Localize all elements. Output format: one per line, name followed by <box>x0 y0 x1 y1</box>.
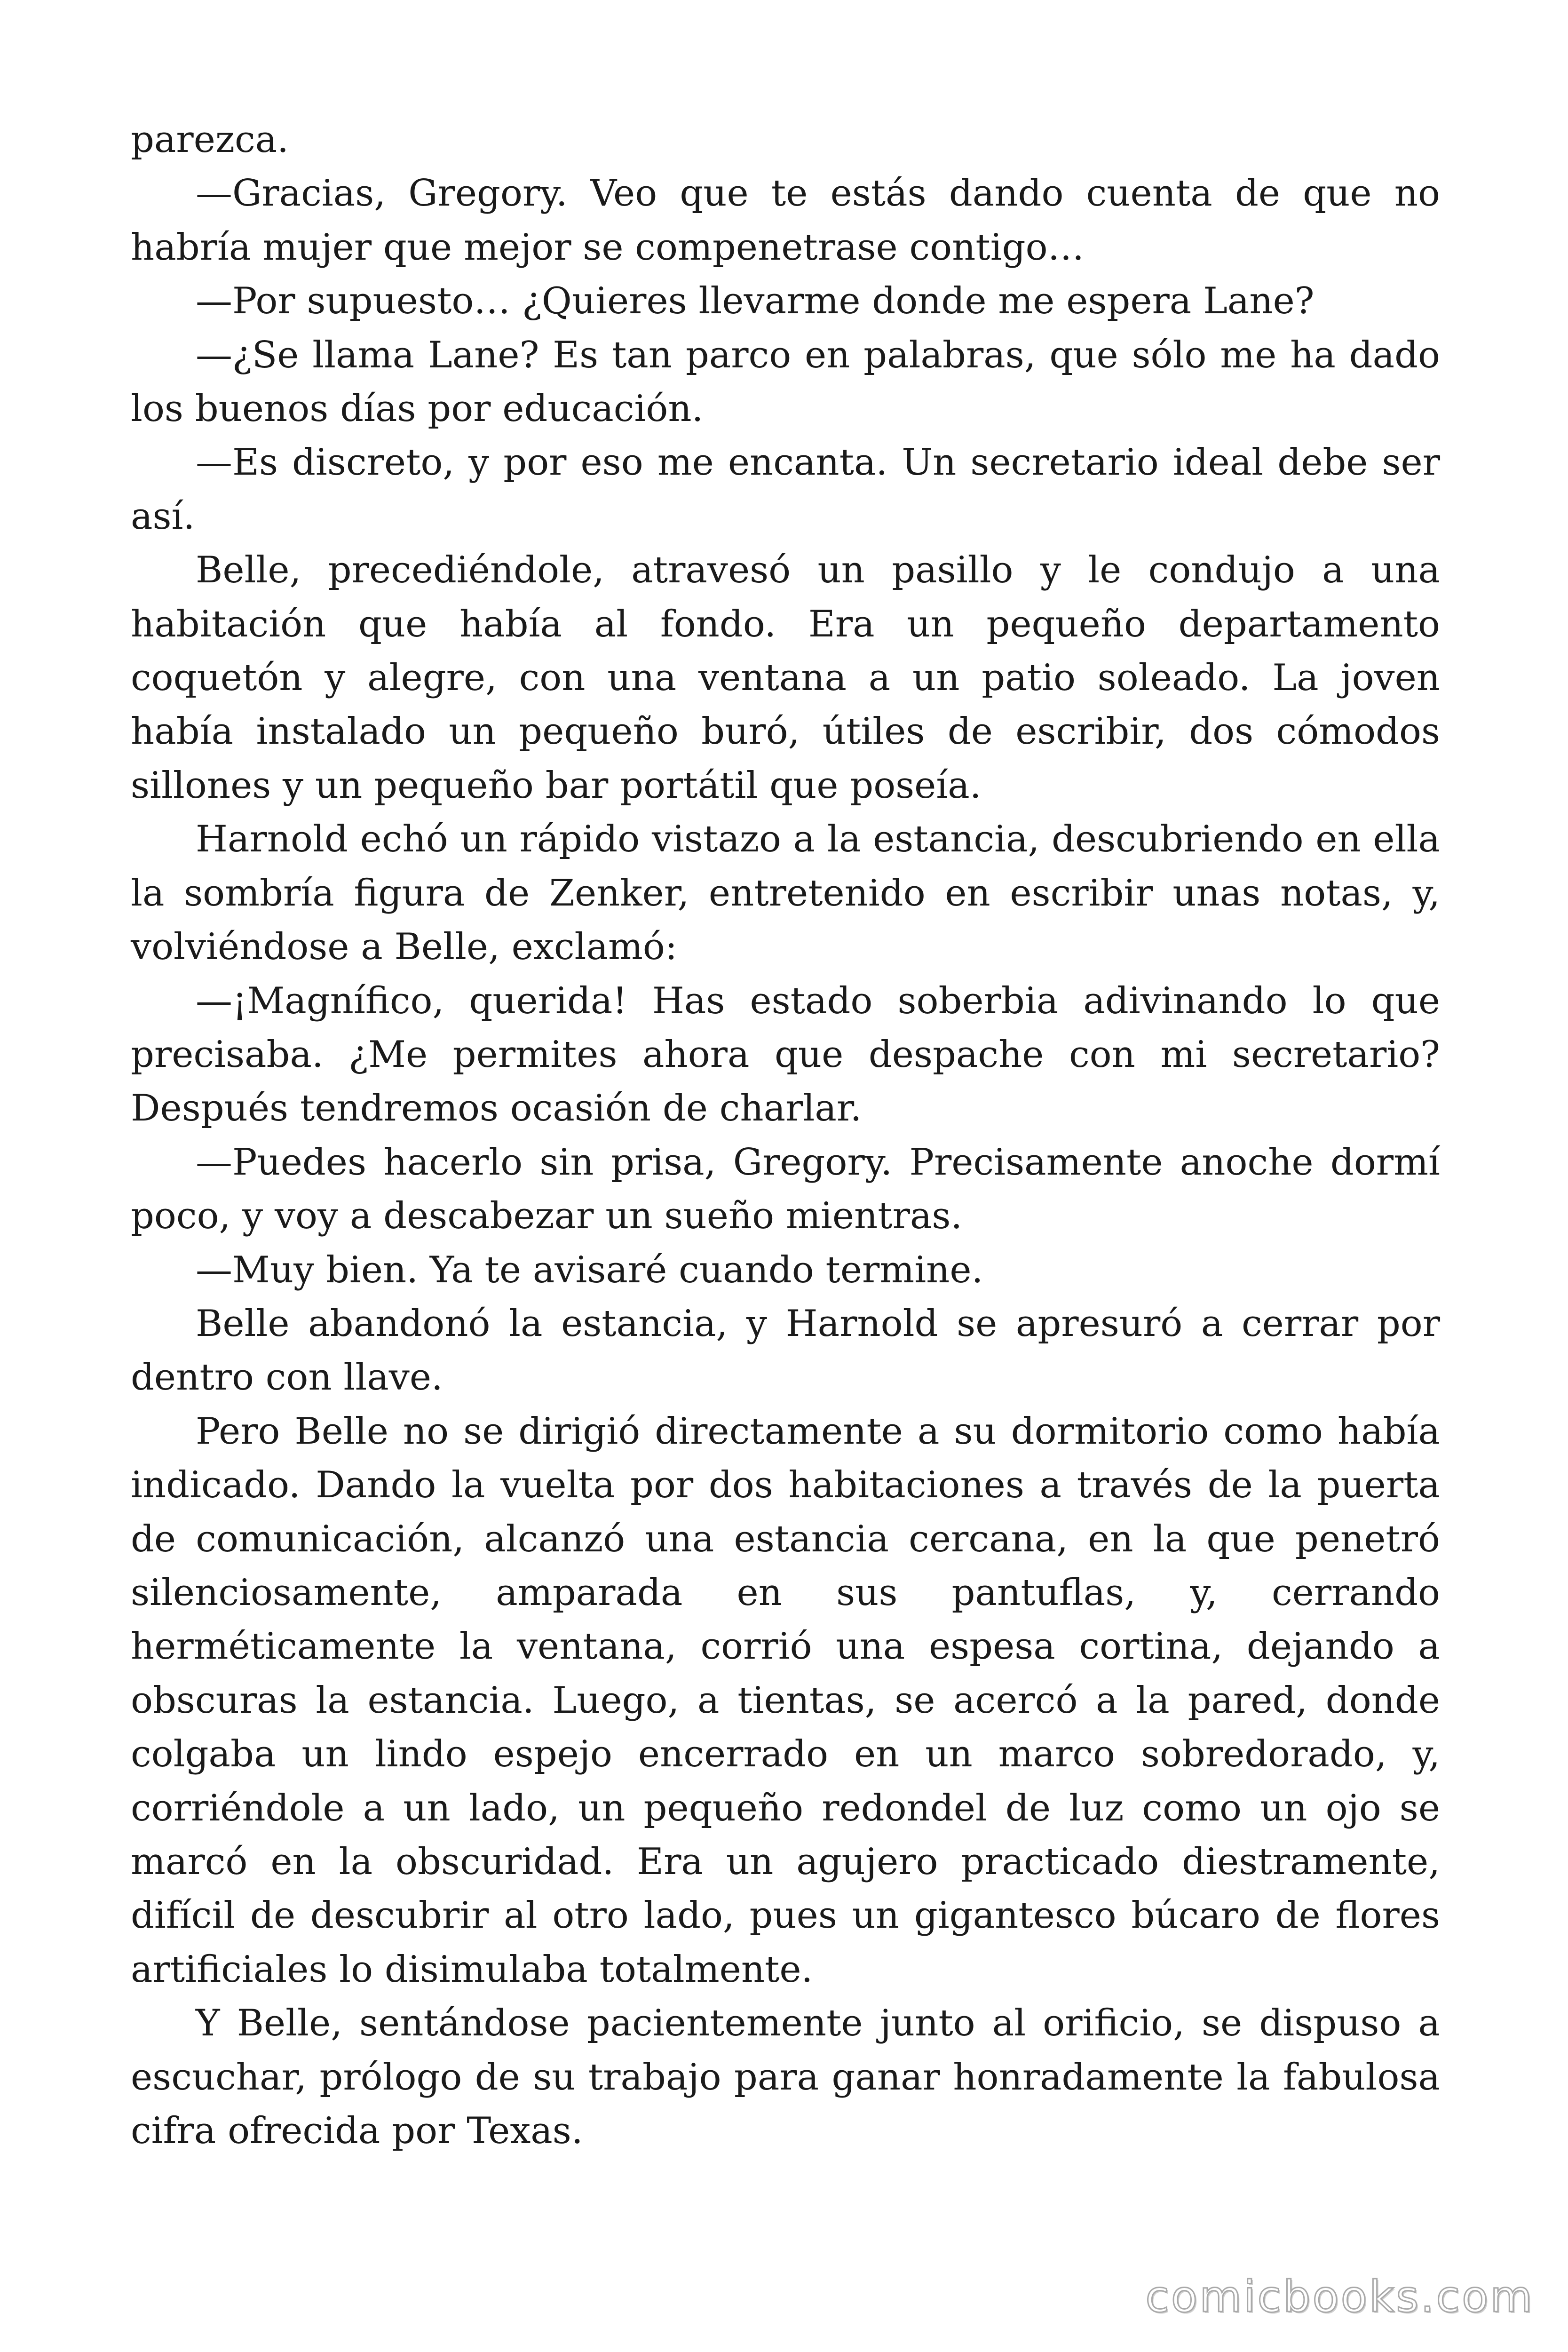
paragraph: —Puedes hacerlo sin prisa, Gregory. Precisamente anoche dormí poco, y voy a descabezar un sueño mientras. <box>131 1141 1440 1238</box>
paragraph: Belle abandonó la estancia, y Harnold se apresuró a cerrar por dentro con llave. <box>131 1302 1440 1399</box>
paragraph: parezca. <box>131 119 289 161</box>
paragraph: —¡Magnífico, querida! Has estado soberbia adivinando lo que precisaba. ¿Me permites ahora que despache con mi secretario? Después tendremos ocasión de charlar. <box>131 979 1440 1130</box>
paragraph: —Es discreto, y por eso me encanta. Un secretario ideal debe ser así. <box>131 441 1440 538</box>
paragraph: —Muy bien. Ya te avisaré cuando termine. <box>196 1248 983 1291</box>
paragraph: Y Belle, sentándose pacientemente junto al orificio, se dispuso a escuchar, prólogo de su trabajo para ganar honradamente la fabulosa cifra ofrecida por Texas. <box>131 2002 1440 2153</box>
paragraph: Pero Belle no se dirigió directamente a su dormitorio como había indicado. Dando la vuelta por dos habitaciones a través de la puerta de comunicación, alcanzó una estancia cercana, en la que penetró silenciosamente, amparada en sus pantuflas, y, cerrando herméticamente la ventana, corrió una espesa cortina, dejando a obscuras la estancia. Luego, a tientas, se acercó a la pared, donde colgaba un lindo espejo encerrado en un marco sobredorado, y, corriéndole a un lado, un pequeño redondel de luz como un ojo se marcó en la obscuridad. Era un agujero practicado diestramente, difícil de descubrir al otro lado, pues un gigantesco búcaro de flores artificiales lo disimulaba totalmente. <box>131 1410 1440 1991</box>
paragraph: Belle, precediéndole, atravesó un pasillo y le condujo a una habitación que había al fondo. Era un pequeño departamento coquetón y alegre, con una ventana a un patio soleado. La joven había instalado un pequeño buró, útiles de escribir, dos cómodos sillones y un pequeño bar portátil que poseía. <box>131 549 1440 807</box>
paragraph: —Por supuesto… ¿Quieres llevarme donde me espera Lane? <box>196 280 1315 323</box>
site-watermark: comicbooks.com <box>1145 2272 1534 2322</box>
page-body-text <box>131 113 1440 2158</box>
paragraph: Harnold echó un rápido vistazo a la estancia, descubriendo en ella la sombría figura de Zenker, entretenido en escribir unas notas, y, volviéndose a Belle, exclamó: <box>131 818 1440 969</box>
paragraph: —Gracias, Gregory. Veo que te estás dando cuenta de que no habría mujer que mejor se compenetrase contigo… <box>131 172 1440 269</box>
paragraph: —¿Se llama Lane? Es tan parco en palabras, que sólo me ha dado los buenos días por educación. <box>131 334 1440 430</box>
